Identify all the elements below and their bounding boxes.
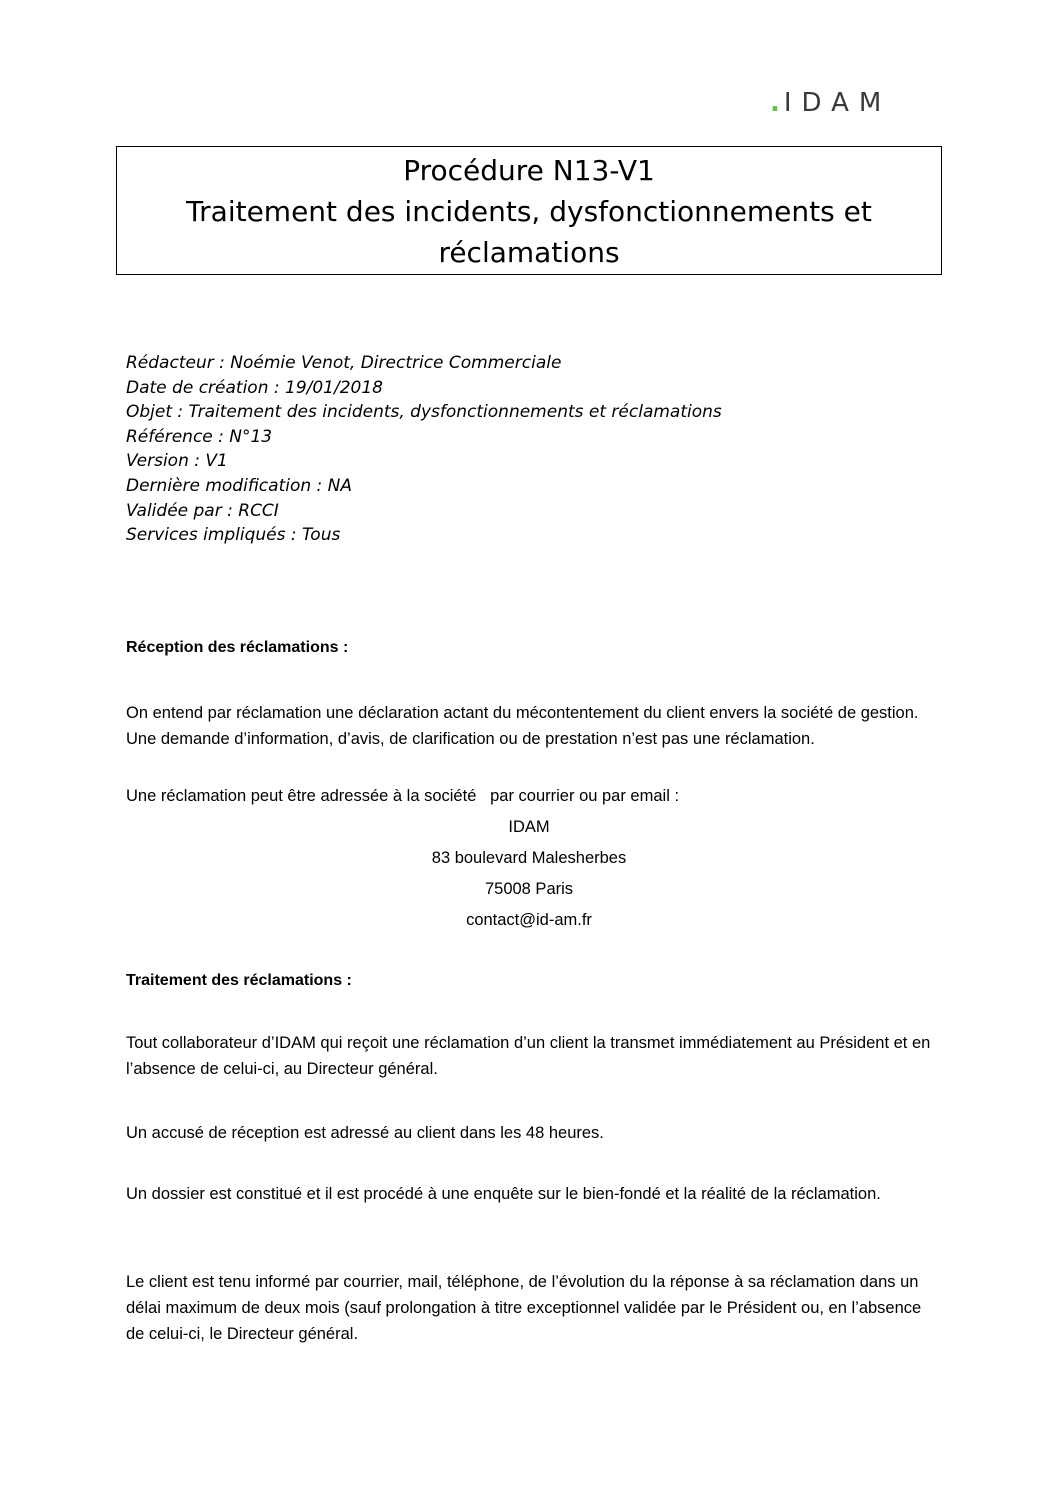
meta-version: Version : V1 bbox=[126, 451, 228, 472]
paragraph-client-information: Le client est tenu informé par courrier, mail, téléphone, de l’évolution du la réponse à sa réclamation dans un délai maximum de deux mois (sauf prolongation à titre exceptionnel validée par le Président ou, en l’absence de celui-ci, le Directeur général. bbox=[126, 1273, 922, 1343]
logo-text: IDAM bbox=[783, 88, 892, 118]
section-heading-reception: Réception des réclamations : bbox=[126, 639, 349, 656]
meta-author: Rédacteur : Noémie Venot, Directrice Commerciale bbox=[126, 353, 562, 373]
title-line-1: Procédure N13-V1 bbox=[403, 154, 655, 187]
title-line-2: Traitement des incidents, dysfonctionnements et bbox=[186, 195, 872, 228]
company-logo bbox=[770, 88, 891, 118]
document-title-box bbox=[116, 146, 942, 275]
meta-reference: Référence : N°13 bbox=[126, 426, 273, 447]
address-city: 75008 Paris bbox=[484, 880, 574, 898]
address-company: IDAM bbox=[508, 818, 550, 836]
document-metadata bbox=[126, 351, 722, 548]
address-email: contact@id-am.fr bbox=[466, 911, 592, 929]
paragraph-transmission: Tout collaborateur d’IDAM qui reçoit une réclamation d’un client la transmet immédiatement au Président et en l’absence de celui-ci, au Directeur général. bbox=[126, 1034, 931, 1078]
address-street: 83 boulevard Malesherbes bbox=[431, 849, 627, 867]
title-line-3: réclamations bbox=[438, 236, 620, 269]
meta-validated-by: Validée par : RCCI bbox=[126, 500, 279, 521]
paragraph-investigation: Un dossier est constitué et il est procédé à une enquête sur le bien-fondé et la réalité de la réclamation. bbox=[126, 1185, 881, 1203]
section-heading-traitement: Traitement des réclamations : bbox=[126, 972, 352, 989]
paragraph-acknowledgement: Un accusé de réception est adressé au client dans les 48 heures. bbox=[126, 1124, 604, 1142]
meta-creation-date: Date de création : 19/01/2018 bbox=[126, 377, 383, 398]
meta-subject: Objet : Traitement des incidents, dysfonctionnements et réclamations bbox=[126, 402, 722, 423]
meta-services: Services impliqués : Tous bbox=[126, 525, 341, 546]
paragraph-definition: On entend par réclamation une déclaration actant du mécontentement du client envers la société de gestion. Une demande d’information, d’avis, de clarification ou de prestation n’est pas une réclamation. bbox=[126, 704, 919, 748]
meta-last-modified: Dernière modification : NA bbox=[126, 475, 353, 496]
paragraph-address-intro: Une réclamation peut être adressée à la société par courrier ou par email : bbox=[126, 787, 680, 805]
logo-dot: . bbox=[770, 88, 784, 118]
